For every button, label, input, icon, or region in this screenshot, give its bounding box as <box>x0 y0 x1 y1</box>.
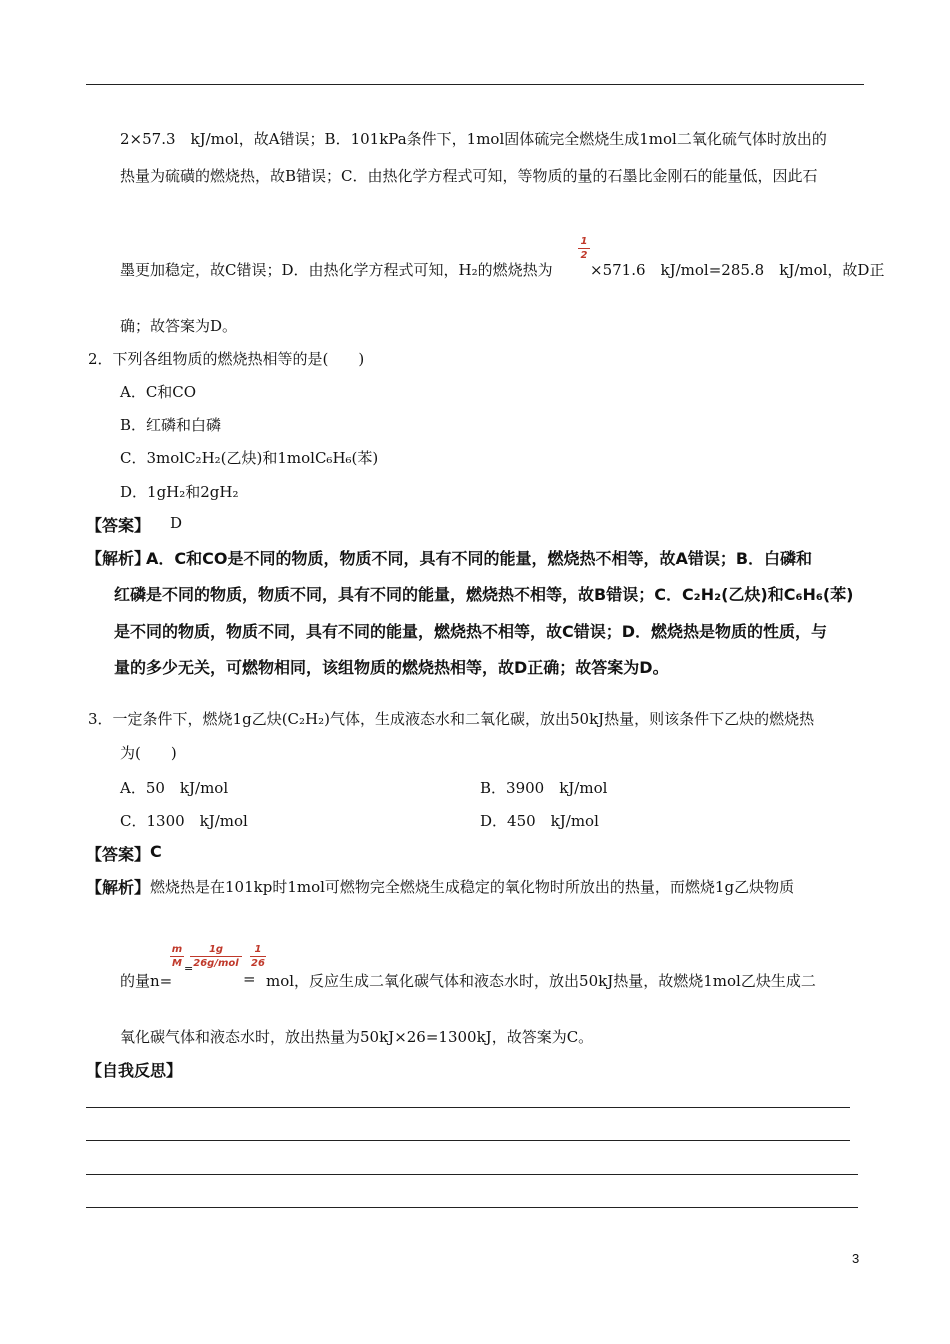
fraction-m-over-M <box>170 944 184 969</box>
q2-analysis-label: 【解析】 <box>86 549 151 568</box>
continuation-line-1: 2×57.3 kJ/mol，故A错误；B．101kPa条件下，1mol固体硫完全燃烧生成1mol二氧化硫气体时放出的 <box>120 130 827 148</box>
q3-analysis-line-2a: 的量n= <box>120 972 173 990</box>
q2-analysis-line-3: 是不同的物质，物质不同，具有不同的能量，燃烧热不相等，故C错误；D．燃烧热是物质的性质，与 <box>114 622 828 641</box>
fraction-numerator: 1g <box>208 944 224 955</box>
continuation-line-2: 热量为硫磺的燃烧热，故B错误；C．由热化学方程式可知，等物质的量的石墨比金刚石的能量低，因此石 <box>120 167 818 185</box>
reflection-writing-line-1[interactable] <box>86 1107 850 1108</box>
q3-option-d: D．450 kJ/mol <box>480 812 599 830</box>
q3-option-b: B．3900 kJ/mol <box>480 779 608 797</box>
fraction-bar <box>170 956 184 957</box>
fraction-1g-over-molar-mass <box>190 944 242 969</box>
q3-analysis-equals-2: = <box>243 970 256 988</box>
page-number: 3 <box>852 1251 860 1266</box>
q2-option-a: A．C和CO <box>120 383 197 401</box>
q3-option-a: A．50 kJ/mol <box>120 779 229 797</box>
fraction-bar <box>190 956 242 957</box>
fraction-denominator: 26g/mol <box>193 958 239 969</box>
q2-analysis-line-1: A．C和CO是不同的物质，物质不同，具有不同的能量，燃烧热不相等，故A错误；B．白磷和 <box>146 549 813 568</box>
reflection-label: 【自我反思】 <box>86 1061 183 1080</box>
q2-answer-value: D <box>170 514 183 532</box>
q3-answer-label: 【答案】 <box>86 845 151 864</box>
fraction-numerator: m <box>171 944 183 955</box>
header-rule <box>86 84 864 85</box>
reflection-writing-line-2[interactable] <box>86 1140 850 1141</box>
q3-answer-value: C <box>150 842 162 861</box>
q2-option-b: B．红磷和白磷 <box>120 416 222 434</box>
continuation-line-3a: 墨更加稳定，故C错误；D．由热化学方程式可知，H₂的燃烧热为 <box>120 261 553 279</box>
q3-analysis-equals-1: = <box>184 962 194 975</box>
q3-analysis-label: 【解析】 <box>86 878 151 897</box>
reflection-writing-line-3[interactable] <box>86 1174 858 1175</box>
q2-option-d: D．1gH₂和2gH₂ <box>120 483 239 501</box>
fraction-bar <box>250 956 266 957</box>
q3-stem-line-2: 为( ) <box>120 744 177 762</box>
continuation-line-4: 确；故答案为D。 <box>120 317 238 335</box>
q3-analysis-line-3: 氧化碳气体和液态水时，放出热量为50kJ×26=1300kJ，故答案为C。 <box>120 1028 594 1046</box>
q3-analysis-line-2b: mol，反应生成二氧化碳气体和液态水时，放出50kJ热量，故燃烧1mol乙炔生成二 <box>266 972 816 990</box>
fraction-numerator: 1 <box>580 236 588 247</box>
fraction-denominator: 26 <box>251 958 265 969</box>
fraction-bar <box>578 248 590 249</box>
fraction-1-over-26 <box>250 944 266 969</box>
reflection-writing-line-4[interactable] <box>86 1207 858 1208</box>
q3-option-c: C．1300 kJ/mol <box>120 812 248 830</box>
q3-analysis-line-1: 燃烧热是在101kp时1mol可燃物完全燃烧生成稳定的氧化物时所放出的热量，而燃烧1g乙炔物质 <box>150 878 795 896</box>
q3-stem-line-1: 3．一定条件下，燃烧1g乙炔(C₂H₂)气体，生成液态水和二氧化碳，放出50kJ热量，则该条件下乙炔的燃烧热 <box>88 710 815 728</box>
continuation-line-3b: ×571.6 kJ/mol=285.8 kJ/mol，故D正 <box>590 261 885 279</box>
q2-option-c: C．3molC₂H₂(乙炔)和1molC₆H₆(苯) <box>120 449 379 467</box>
fraction-one-half <box>578 236 590 261</box>
q2-stem: 2．下列各组物质的燃烧热相等的是( ) <box>88 350 365 368</box>
fraction-denominator: 2 <box>580 250 588 261</box>
fraction-denominator: M <box>172 958 182 969</box>
fraction-numerator: 1 <box>254 944 262 955</box>
q2-analysis-line-2: 红磷是不同的物质，物质不同，具有不同的能量，燃烧热不相等，故B错误；C．C₂H₂(乙炔)和C₆H₆(苯) <box>114 585 854 604</box>
q2-answer-label: 【答案】 <box>86 516 151 535</box>
q2-analysis-line-4: 量的多少无关，可燃物相同，该组物质的燃烧热相等，故D正确；故答案为D。 <box>114 658 669 677</box>
